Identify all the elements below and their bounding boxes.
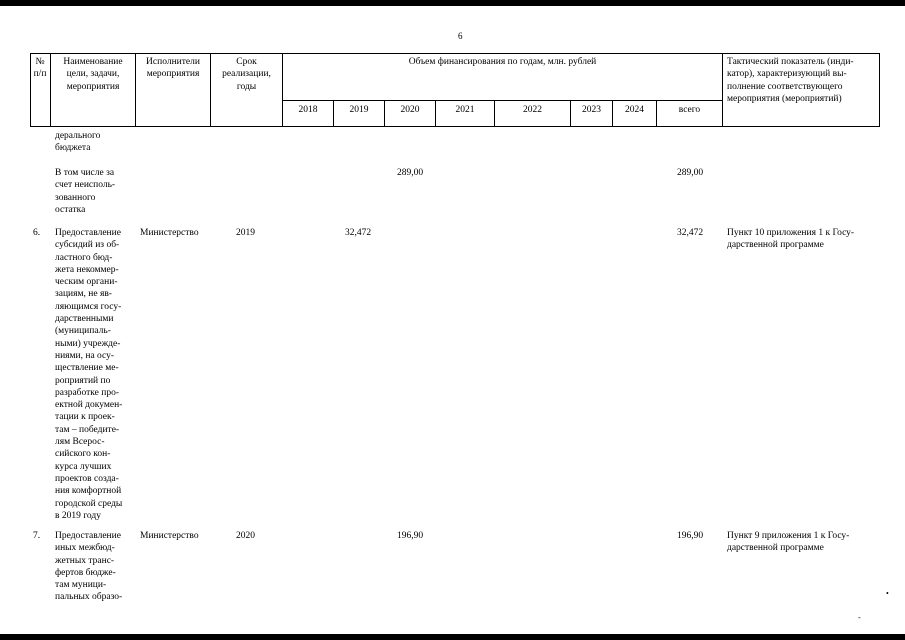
header-num: № п/п <box>33 57 47 80</box>
row-number: 6. <box>33 228 41 238</box>
header-term: Срок реализации, годы <box>222 57 271 92</box>
row-value-2019: 32,472 <box>345 228 372 238</box>
row-value-total: 289,00 <box>677 168 704 178</box>
row-name-unused-balance: В том числе за счет неисполь- зованного остатка <box>55 168 116 215</box>
top-border-bar <box>0 0 905 6</box>
row-executor: Министерство <box>140 228 199 238</box>
header-indicator: Тактический показатель (инди- катор), характеризующий вы- полнение соответствующего мероприятия (мероприятий) <box>727 57 854 104</box>
row-name-item-6: Предоставление субсидий из об- ластного бюд- жета некоммер- ческим органи- зациям, не яв- ляющимся госу- дарственными (муниципаль- ными) учрежде- ниями, на осу- ществление ме- роприятий по разработке про- ектной докумен- тации к проек- там – победите- лям Всерос- сийского кон- курса лучших проектов созда- ния комфортной городской среды в 2019 году <box>55 228 123 521</box>
header-funding: Объем финансирования по годам, млн. рублей <box>408 57 597 67</box>
scan-dash-mark: - <box>858 613 861 622</box>
row-value-total: 196,90 <box>677 531 704 541</box>
header-year-2019: 2019 <box>349 105 369 115</box>
page-number: 6 <box>458 31 463 41</box>
bottom-border-bar <box>0 634 905 640</box>
row-name-item-7: Предоставление иных межбюд- жетных транс- фертов бюдже- там муници- пальных образо- <box>55 531 123 603</box>
header-year-2023: 2023 <box>582 105 601 115</box>
header-year-2018: 2018 <box>298 105 318 115</box>
scan-dot-mark: • <box>886 589 889 598</box>
row-value-total: 32,472 <box>677 228 704 238</box>
row-indicator: Пункт 9 приложения 1 к Госу- дарственной программе <box>727 531 850 554</box>
row-number: 7. <box>33 531 41 541</box>
header-name: Наименование цели, задачи, мероприятия <box>63 57 123 92</box>
header-year-2021: 2021 <box>455 105 475 115</box>
row-value-2020: 196,90 <box>397 531 424 541</box>
row-value-2020: 289,00 <box>397 168 424 178</box>
row-term: 2020 <box>236 531 255 541</box>
row-term: 2019 <box>236 228 255 238</box>
col-divider <box>722 53 723 127</box>
row-name-continuation: дерального бюджета <box>55 131 101 154</box>
header-total: всего <box>678 105 701 115</box>
row-executor: Министерство <box>140 531 199 541</box>
header-year-2024: 2024 <box>625 105 644 115</box>
header-year-2022: 2022 <box>523 105 542 115</box>
header-year-2020: 2020 <box>400 105 420 115</box>
row-indicator: Пункт 10 приложения 1 к Госу- дарственной программе <box>727 228 855 251</box>
header-executors: Исполнители мероприятия <box>146 57 200 80</box>
